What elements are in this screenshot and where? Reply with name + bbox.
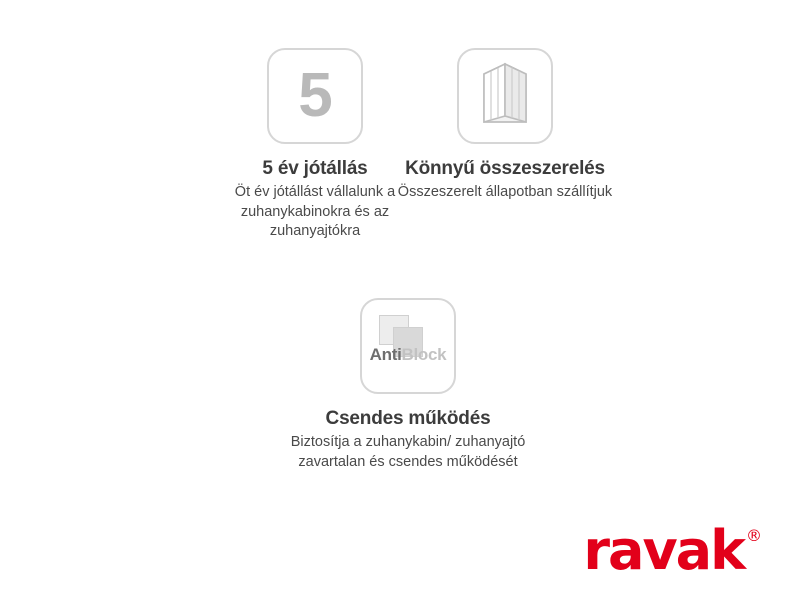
feature-item-easy-assembly xyxy=(390,48,620,203)
feature-title: Könnyű összeszerelés xyxy=(405,158,605,179)
feature-title: Csendes működés xyxy=(325,408,491,429)
shower-cabin-glyph xyxy=(474,60,536,132)
shower-cabin-icon xyxy=(457,48,553,144)
brand-logo xyxy=(583,519,762,582)
feature-title: 5 év jótállás xyxy=(262,158,368,179)
antiblock-wordmark xyxy=(365,346,451,363)
feature-description: Biztosítja a zuhanykabin/ zuhanyajtó zavartalan és csendes működését xyxy=(290,434,526,470)
registered-trademark-icon: ® xyxy=(746,526,762,545)
number-five-icon xyxy=(267,48,363,144)
antiblock-word-anti: Anti xyxy=(369,345,402,364)
antiblock-word-block: Block xyxy=(401,345,447,364)
feature-description: Öt év jótállást vállalunk a zuhanykabinokra és az zuhanyajtókra xyxy=(234,184,396,239)
brand-name: ravak xyxy=(583,519,744,582)
number-five-glyph: 5 xyxy=(298,61,332,130)
feature-item-silent-operation xyxy=(288,298,528,472)
feature-description: Összeszerelt állapotban szállítjuk xyxy=(397,184,613,201)
antiblock-glyph xyxy=(365,313,451,379)
antiblock-icon xyxy=(360,298,456,394)
